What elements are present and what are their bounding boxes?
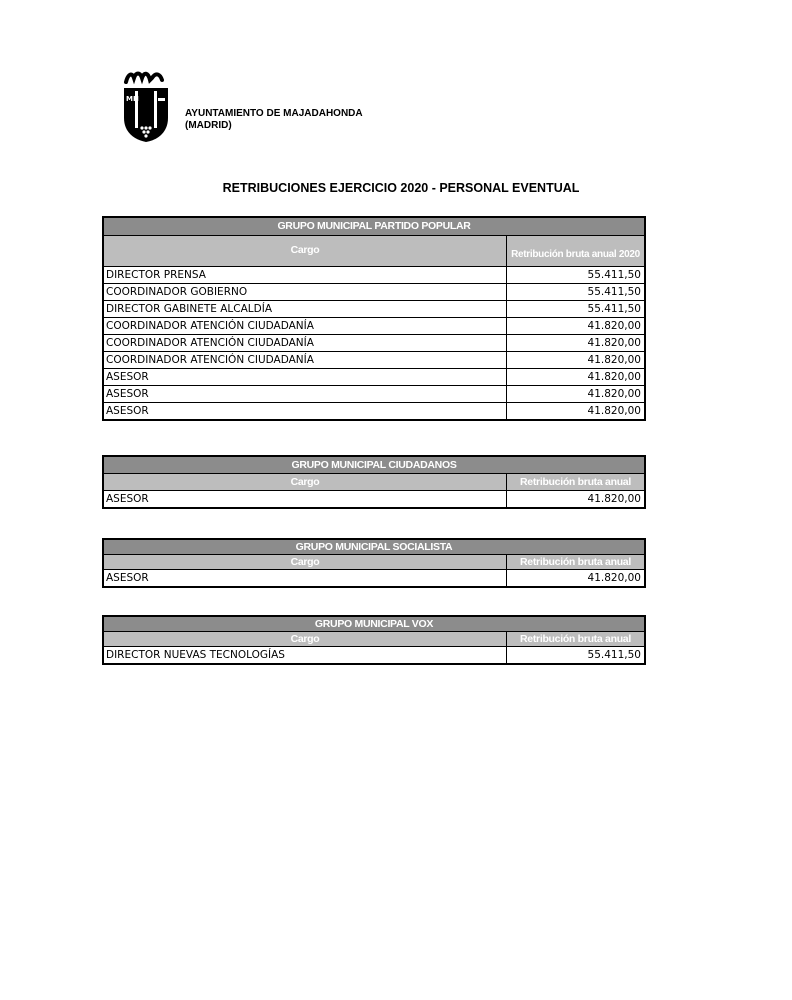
col-retrib-header: Retribución bruta anual bbox=[520, 633, 631, 645]
document-title: RETRIBUCIONES EJERCICIO 2020 - PERSONAL EVENTUAL bbox=[222, 181, 580, 195]
logo-lettering: MH bbox=[126, 95, 139, 103]
table-row bbox=[104, 386, 644, 403]
table-row bbox=[104, 491, 644, 507]
cargo-cell: ASESOR bbox=[104, 369, 507, 385]
cargo-cell: COORDINADOR ATENCIÓN CIUDADANÍA bbox=[104, 318, 507, 334]
importe-cell: 41.820,00 bbox=[587, 371, 641, 383]
importe-cell: 41.820,00 bbox=[587, 493, 641, 505]
table-row bbox=[104, 647, 644, 663]
column-header-row bbox=[104, 474, 644, 491]
org-name: AYUNTAMIENTO DE MAJADAHONDA bbox=[185, 108, 363, 119]
column-header-row bbox=[104, 555, 644, 570]
importe-cell: 41.820,00 bbox=[587, 388, 641, 400]
group-table-vox bbox=[102, 615, 646, 665]
group-table-ciudadanos bbox=[102, 455, 646, 509]
cargo-cell: DIRECTOR GABINETE ALCALDÍA bbox=[104, 301, 507, 317]
importe-cell: 55.411,50 bbox=[587, 286, 641, 298]
importe-cell: 41.820,00 bbox=[587, 572, 641, 584]
importe-cell: 41.820,00 bbox=[587, 405, 641, 417]
table-row bbox=[104, 335, 644, 352]
cargo-cell: COORDINADOR ATENCIÓN CIUDADANÍA bbox=[104, 335, 507, 351]
organization-name bbox=[185, 108, 363, 132]
group-title: GRUPO MUNICIPAL VOX bbox=[104, 617, 644, 632]
column-header-row bbox=[104, 632, 644, 647]
table-row bbox=[104, 318, 644, 335]
cargo-cell: ASESOR bbox=[104, 570, 507, 586]
cargo-cell: ASESOR bbox=[104, 403, 507, 419]
org-region: (MADRID) bbox=[185, 120, 232, 131]
cargo-cell: ASESOR bbox=[104, 386, 507, 402]
group-title: GRUPO MUNICIPAL CIUDADANOS bbox=[104, 457, 644, 474]
col-cargo-header: Cargo bbox=[104, 555, 507, 569]
group-table-partido-popular bbox=[102, 216, 646, 421]
col-cargo-header: Cargo bbox=[104, 632, 507, 646]
municipal-logo bbox=[118, 68, 174, 144]
group-table-socialista bbox=[102, 538, 646, 588]
importe-cell: 41.820,00 bbox=[587, 320, 641, 332]
table-row bbox=[104, 570, 644, 586]
col-cargo-header: Cargo bbox=[104, 236, 507, 266]
cargo-cell: COORDINADOR ATENCIÓN CIUDADANÍA bbox=[104, 352, 507, 368]
importe-cell: 41.820,00 bbox=[587, 354, 641, 366]
cargo-cell: DIRECTOR NUEVAS TECNOLOGÍAS bbox=[104, 647, 507, 663]
cargo-cell: DIRECTOR PRENSA bbox=[104, 267, 507, 283]
table-row bbox=[104, 301, 644, 318]
column-header-row bbox=[104, 236, 644, 267]
group-title: GRUPO MUNICIPAL SOCIALISTA bbox=[104, 540, 644, 555]
table-row bbox=[104, 369, 644, 386]
importe-cell: 55.411,50 bbox=[587, 269, 641, 281]
cargo-cell: COORDINADOR GOBIERNO bbox=[104, 284, 507, 300]
table-row bbox=[104, 284, 644, 301]
importe-cell: 41.820,00 bbox=[587, 337, 641, 349]
col-retrib-header: Retribución bruta anual bbox=[520, 556, 631, 568]
table-row bbox=[104, 352, 644, 369]
group-title: GRUPO MUNICIPAL PARTIDO POPULAR bbox=[104, 218, 644, 236]
cargo-cell: ASESOR bbox=[104, 491, 507, 507]
importe-cell: 55.411,50 bbox=[587, 649, 641, 661]
col-cargo-header: Cargo bbox=[104, 474, 507, 490]
importe-cell: 55.411,50 bbox=[587, 303, 641, 315]
table-row bbox=[104, 403, 644, 419]
col-retrib-header: Retribución bruta anual bbox=[520, 476, 631, 488]
col-retrib-header: Retribución bruta anual 2020 bbox=[511, 249, 640, 260]
table-row bbox=[104, 267, 644, 284]
